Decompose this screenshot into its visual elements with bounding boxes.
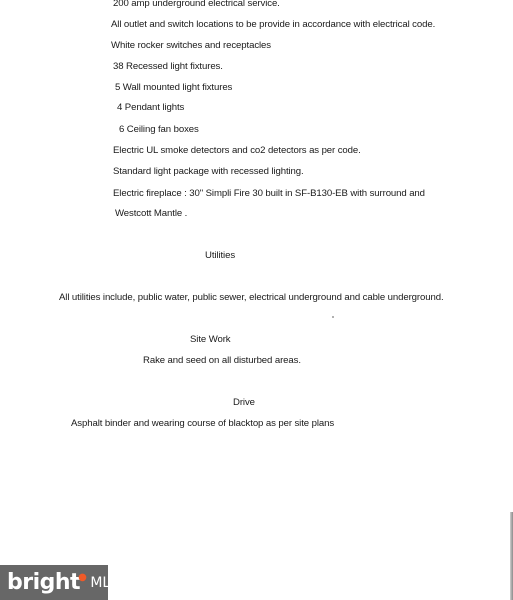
light-package-line: Standard light package with recessed lighting. [113,166,304,177]
wall-fixtures-line: 5 Wall mounted light fixtures [115,82,233,93]
fireplace-line: Electric fireplace : 30" Simpli Fire 30 built in SF-B130-EB with surround and [113,188,425,199]
ceiling-fan-line: 6 Ceiling fan boxes [119,124,199,135]
rocker-switch-line: White rocker switches and receptacles [111,40,271,51]
scan-speck [332,316,334,318]
drive-text: Asphalt binder and wearing course of blacktop as per site plans [71,418,335,429]
watermark-brand: bright● [7,569,87,595]
utilities-heading: Utilities [205,250,236,261]
site-work-heading: Site Work [190,334,231,345]
electrical-service-line: 200 amp underground electrical service. [113,0,280,9]
recessed-fixtures-line: 38 Recessed light fixtures. [113,61,223,72]
pendant-lights-line: 4 Pendant lights [117,102,185,113]
watermark-suffix: MLS [90,574,120,591]
drive-heading: Drive [233,397,255,408]
bright-mls-watermark [0,565,120,600]
site-work-text: Rake and seed on all disturbed areas. [143,355,301,366]
outlet-switch-line: All outlet and switch locations to be provide in accordance with electrical code. [111,19,436,30]
watermark-dot-icon: ● [78,572,87,584]
smoke-detectors-line: Electric UL smoke detectors and co2 detectors as per code. [113,145,361,156]
mantle-line: Westcott Mantle . [115,208,188,219]
utilities-text: All utilities include, public water, public sewer, electrical underground and cable underground. [59,292,444,303]
